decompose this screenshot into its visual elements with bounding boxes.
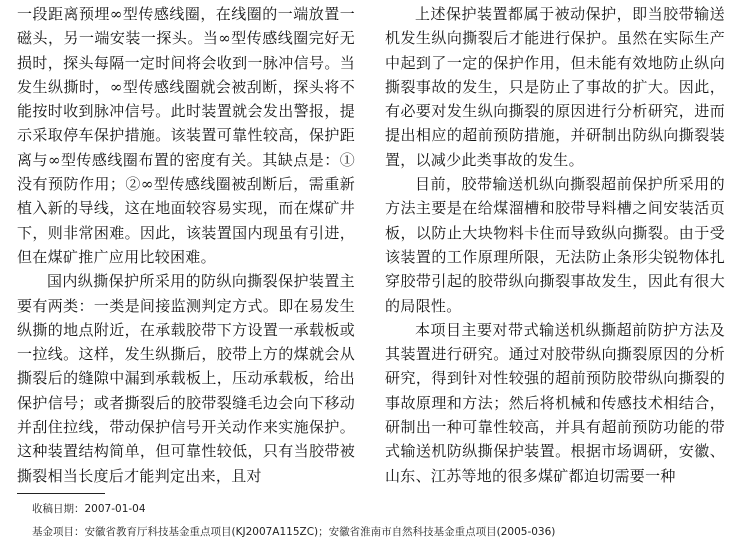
received-date-footnote: 收稿日期：2007-01-04 — [32, 503, 146, 515]
left-paragraph-1: 一段距离预埋∞型传感线圈，在线圈的一端放置一磁头，另一端安装一探头。当∞型传感线圈完好无损时，探头每隔一定时间将会收到一脉冲信号。当发生纵撕时，∞型传感线圈就会被刮断，探头将不能按时收到脉冲信号。此时装置就会发出警报，提示采取停车保护措施。该装置可靠性较高，保护距离与∞型传感线圈布置的密度有关。其缺点是：①没有预防作用；②∞型传感线圈被刮断后，需重新植入新的导线，这在地面较容易实现，而在煤矿井下，则非常困难。因此，该装置国内现虽有引进，但在煤矿推广应用比较困难。 — [17, 5, 355, 266]
footnote-divider — [17, 493, 105, 494]
right-paragraph-2: 目前，胶带输送机纵向撕裂超前保护所采用的方法主要是在给煤溜槽和胶带导料槽之间安装活页板，以防止大块物料卡住而导致纵向撕裂。由于受该装置的工作原理所限，无法防止条形尖锐物体扎穿胶带引起的胶带纵向撕裂事故发生，因此有很大的局限性。 — [385, 175, 725, 315]
left-paragraph-2: 国内纵撕保护所采用的防纵向撕裂保护装置主要有两类：一类是间接监测判定方式。即在易发生纵撕的地点附近，在承载胶带下方设置一承载板或一拉线。这样，发生纵撕后，胶带上方的煤就会从撕裂后的缝隙中漏到承载板上，压动承载板，给出保护信号；或者撕裂后的胶带裂缝毛边会向下移动并刮住拉线，带动保护信号开关动作来实施保护。这种装置结构简单，但可靠性较低，只有当胶带被撕裂相当长度后才能判定出来，且对 — [17, 272, 355, 485]
left-text-column — [17, 2, 355, 488]
right-paragraph-3: 本项目主要对带式输送机纵撕超前防护方法及其装置进行研究。通过对胶带纵向撕裂原因的分析研究，得到针对性较强的超前预防胶带纵向撕裂的事故原理和方法；然后将机械和传感技术相结合，研制出一种可靠性较高，并具有超前预防功能的带式输送机防纵撕保护装置。根据市场调研，安徽、山东、江苏等地的很多煤矿都迫切需要一种 — [385, 320, 725, 485]
right-paragraph-1: 上述保护装置都属于被动保护，即当胶带输送机发生纵向撕裂后才能进行保护。虽然在实际生产中起到了一定的保护作用，但未能有效地防止纵向撕裂事故的发生，只是防止了事故的扩大。因此，有必要对发生纵向撕裂的原因进行分析研究，进而提出相应的超前预防措施，并研制出防纵向撕裂装置，以减少此类事故的发生。 — [385, 5, 725, 169]
right-text-column — [385, 2, 725, 488]
funding-footnote: 基金项目：安徽省教育厅科技基金重点项目(KJ2007A115ZC)；安徽省淮南市自然科技基金重点项目(2005-036) — [32, 526, 556, 538]
